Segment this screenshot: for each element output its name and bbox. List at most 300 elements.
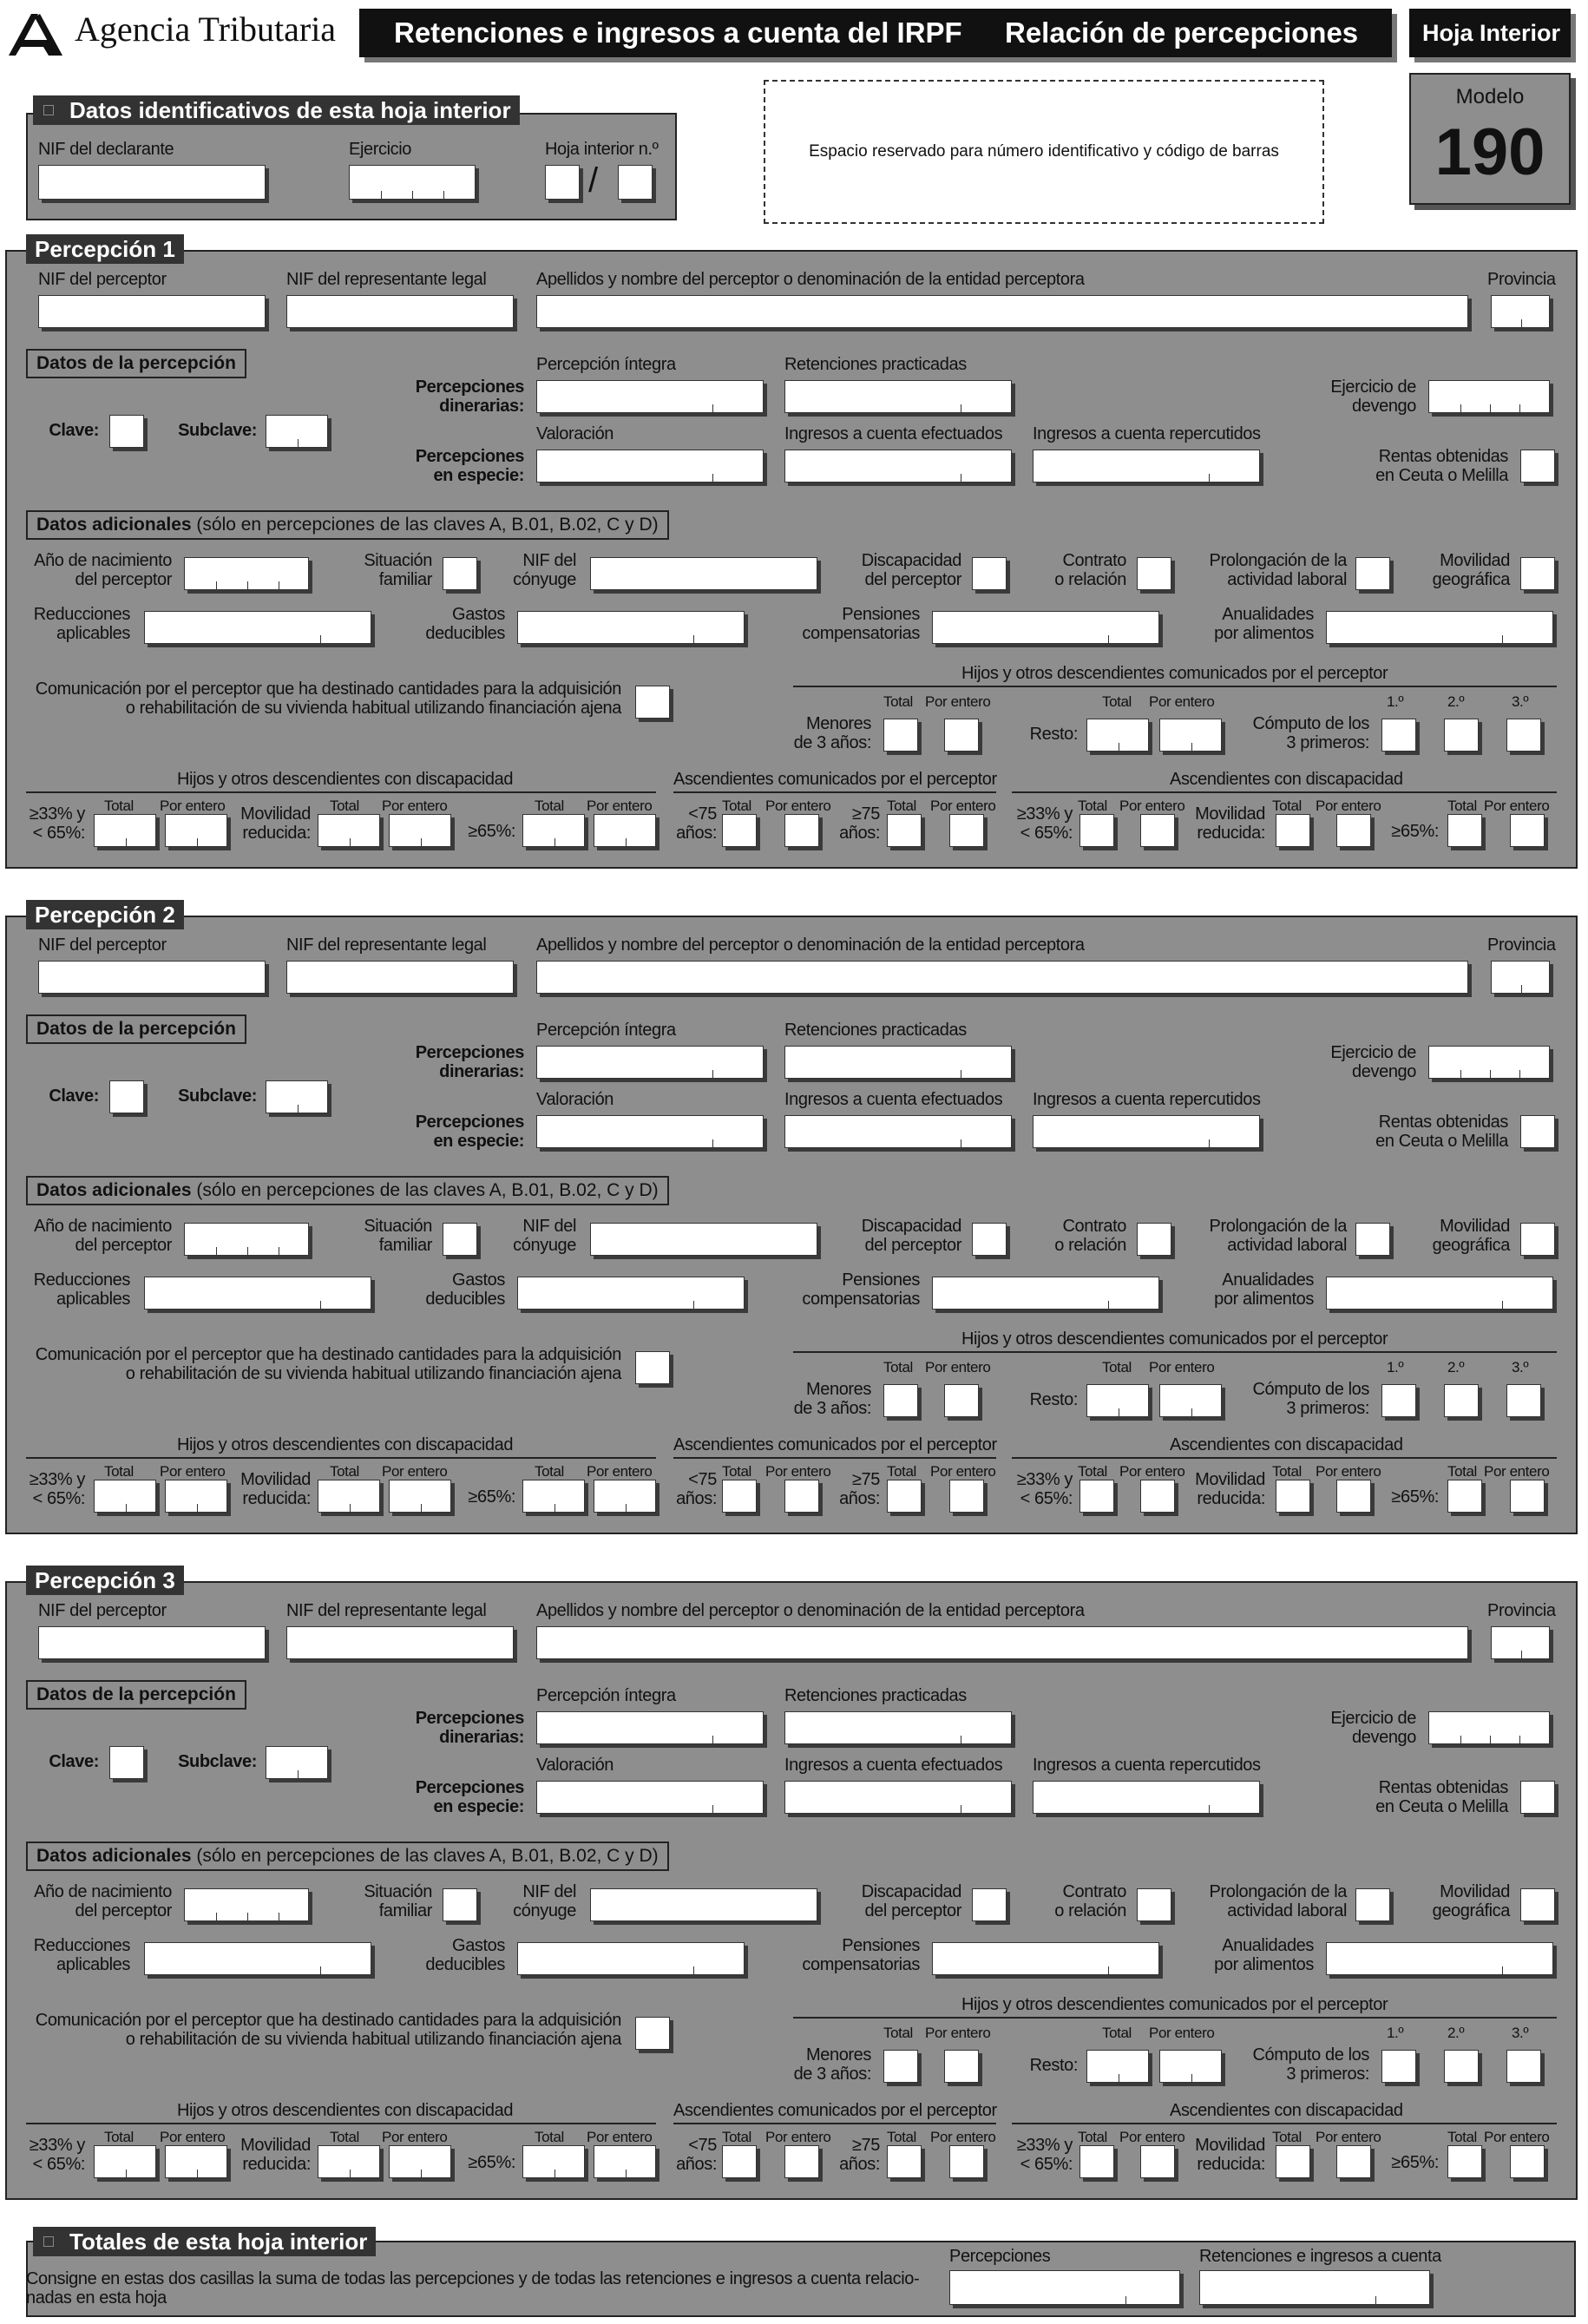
menores-label-2: de 3 años: [793,733,871,752]
ge33-label-1: ≥33% y [29,1470,85,1489]
menores-total-label: Total [883,1359,913,1375]
ad-ge33-total-field[interactable] [1079,1480,1114,1513]
apellidos-field[interactable] [536,1626,1468,1659]
retenciones-practicadas-field[interactable] [784,380,1012,413]
anio-nac-field[interactable] [184,557,309,590]
computo-third-field[interactable] [1506,2050,1541,2083]
computo-first-field[interactable] [1381,719,1416,752]
comunicacion-label-2: o rehabilitación de su vivienda habitual utilizando financiación ajena [125,1364,621,1383]
comunicacion-field[interactable] [635,1351,670,1384]
ad-mov-entero-label: Por entero [1316,798,1381,814]
second-label: 2.º [1447,2025,1465,2041]
dinerarias-label-1: Percepciones [415,1043,524,1062]
ad-ge33-label-2: < 65%: [1020,1489,1073,1508]
menores-entero-field[interactable] [944,719,979,752]
hd-mov-total-field[interactable] [318,2145,380,2178]
ge33-label-2: < 65%: [32,1489,85,1508]
ge33-label-2: < 65%: [32,824,85,843]
contrato-field[interactable] [1137,1223,1171,1256]
valoracion-field[interactable] [536,450,764,483]
ac-lt75-total-field[interactable] [722,1480,757,1513]
totales-percepciones-field[interactable] [949,2270,1180,2305]
menores-total-label: Total [883,693,913,710]
hd-mov-entero-label: Por entero [382,2129,448,2145]
provincia-field[interactable] [1491,295,1550,328]
ac-ge75-total-label: Total [887,2129,916,2145]
discapacidad-field[interactable] [972,1888,1007,1921]
resto-total-label: Total [1102,2025,1132,2041]
rentas-label-1: Rentas obtenidas [1378,1113,1508,1132]
hijos-disc-header: Hijos y otros descendientes con discapacidad [177,1435,514,1454]
contrato-label-2: o relación [1054,570,1126,589]
menores-entero-label: Por entero [925,1359,991,1375]
comunicacion-field[interactable] [635,686,670,719]
rentas-label-2: en Ceuta o Melilla [1375,1132,1508,1151]
reducciones-label-2: aplicables [56,1955,130,1974]
hd-ge65-total-label: Total [535,798,564,814]
gastos-label-1: Gastos [452,1936,505,1955]
ac-lt75-entero-field[interactable] [784,1480,819,1513]
anualidades-label-2: por alimentos [1214,1290,1314,1309]
ad-mov-total-field[interactable] [1276,814,1310,847]
pensiones-field[interactable] [932,1942,1159,1975]
rentas-field[interactable] [1520,450,1555,483]
ge33-label-1: ≥33% y [29,2136,85,2155]
clave-field[interactable] [109,1746,144,1779]
ejercicio-devengo-label-2: devengo [1352,1062,1416,1081]
ad-mov-entero-field[interactable] [1336,2145,1371,2178]
datos-adicionales-header [26,1841,669,1871]
percepcion-integra-field[interactable] [536,1046,764,1079]
gastos-field[interactable] [517,611,745,644]
reducciones-label-2: aplicables [56,624,130,643]
valoracion-label: Valoración [536,424,614,443]
retenciones-practicadas-field[interactable] [784,1711,1012,1744]
datos-percepcion-title: Datos de la percepción [36,353,236,373]
ingresos-repercutidos-label: Ingresos a cuenta repercutidos [1033,424,1261,443]
anualidades-field[interactable] [1326,1942,1553,1975]
ad-ge33-label-2: < 65%: [1020,824,1073,843]
provincia-label: Provincia [1487,936,1556,955]
dinerarias-label-1: Percepciones [415,377,524,397]
pensiones-label-1: Pensiones [842,1270,920,1290]
situacion-label-1: Situación [364,551,432,570]
anualidades-field[interactable] [1326,1277,1553,1310]
resto-total-field[interactable] [1086,2050,1149,2083]
menores-total-field[interactable] [883,2050,918,2083]
hd-ge65-entero-field[interactable] [594,1480,656,1513]
first-label: 1.º [1387,1359,1404,1375]
datos-adicionales-note: (sólo en percepciones de las claves A, B.01, B.02, C y D) [191,1180,659,1200]
nif-perceptor-label: NIF del perceptor [38,270,167,289]
retenciones-practicadas-field[interactable] [784,1046,1012,1079]
hd-ge33-entero-field[interactable] [165,2145,227,2178]
ac-ge75-total-field[interactable] [887,1480,922,1513]
hd-mov-entero-field[interactable] [389,814,451,847]
resto-label: Resto: [1029,1390,1078,1409]
ge75-label-2: años: [839,2155,880,2174]
second-label: 2.º [1447,693,1465,710]
computo-label-1: Cómputo de los [1252,2045,1369,2065]
ac-lt75-entero-label: Por entero [765,798,831,814]
ge75-label-1: ≥75 [851,1470,880,1489]
ad-movilidad-label-1: Movilidad [1195,1470,1265,1489]
lt75-label-1: <75 [688,804,717,824]
valoracion-field[interactable] [536,1781,764,1814]
movilidad-geo-field[interactable] [1520,557,1555,590]
ad-ge33-entero-field[interactable] [1140,814,1175,847]
ejercicio-field[interactable] [349,165,476,200]
pensiones-field[interactable] [932,611,1159,644]
resto-entero-label: Por entero [1149,693,1215,710]
hd-ge33-total-field[interactable] [94,2145,156,2178]
ac-ge75-total-field[interactable] [887,2145,922,2178]
dinerarias-label-2: dinerarias: [439,1062,524,1081]
ad-ge33-entero-label: Por entero [1119,1463,1185,1480]
hd-ge33-total-field[interactable] [94,1480,156,1513]
rentas-field[interactable] [1520,1115,1555,1148]
anualidades-field[interactable] [1326,611,1553,644]
ad-ge65-total-field[interactable] [1447,1480,1482,1513]
pensiones-field[interactable] [932,1277,1159,1310]
ac-lt75-entero-label: Por entero [765,1463,831,1480]
ad-ge33-entero-field[interactable] [1140,2145,1175,2178]
hd-ge33-total-field[interactable] [94,814,156,847]
ad-mov-entero-field[interactable] [1336,814,1371,847]
nif-conyuge-field[interactable] [590,1888,817,1921]
logo [5,5,335,61]
computo-third-field[interactable] [1506,1384,1541,1417]
third-label: 3.º [1512,2025,1529,2041]
menores-entero-field[interactable] [944,2050,979,2083]
especie-label-2: en especie: [433,1132,524,1151]
ad-ge33-total-label: Total [1078,1463,1107,1480]
provincia-field[interactable] [1491,1626,1550,1659]
gastos-label-1: Gastos [452,1270,505,1290]
ad-mov-total-field[interactable] [1276,2145,1310,2178]
ad-mov-entero-label: Por entero [1316,2129,1381,2145]
retenciones-practicadas-label: Retenciones practicadas [784,1021,967,1040]
asc-disc-header: Ascendientes con discapacidad [1170,2101,1403,2120]
ac-lt75-total-label: Total [722,798,751,814]
ad-ge65-total-field[interactable] [1447,814,1482,847]
clave-label: Clave: [49,1752,99,1771]
datos-percepcion-header [26,1680,246,1710]
ingresos-efectuados-label: Ingresos a cuenta efectuados [784,424,1003,443]
hd-ge33-entero-field[interactable] [165,1480,227,1513]
rentas-label-2: en Ceuta o Melilla [1375,466,1508,485]
situacion-label-1: Situación [364,1882,432,1901]
hd-mov-total-field[interactable] [318,814,380,847]
discapacidad-label-1: Discapacidad [861,1217,961,1236]
divider [793,2017,1557,2019]
nif-representante-field[interactable] [286,961,514,994]
hd-mov-total-label: Total [330,798,359,814]
ge65-label: ≥65%: [468,822,515,841]
nif-declarante-field[interactable] [38,165,266,200]
ge75-label-2: años: [839,1489,880,1508]
menores-total-field[interactable] [883,1384,918,1417]
divider [26,791,656,793]
apellidos-field[interactable] [536,295,1468,328]
datos-adicionales-title: Datos adicionales [36,515,192,535]
hoja-total-field[interactable] [618,165,653,200]
totales-text-2: nadas en esta hoja [26,2288,167,2308]
nif-representante-label: NIF del representante legal [286,1601,487,1620]
ingresos-repercutidos-field[interactable] [1033,450,1260,483]
barcode-text: Espacio reservado para número identificativo y código de barras [809,142,1279,161]
reducciones-label-1: Reducciones [33,1270,130,1290]
movilidad-geo-field[interactable] [1520,1888,1555,1921]
resto-entero-field[interactable] [1159,719,1222,752]
hoja-slash: / [588,161,599,200]
discapacidad-label-1: Discapacidad [861,551,961,570]
menores-entero-label: Por entero [925,2025,991,2041]
anio-nac-field[interactable] [184,1888,309,1921]
discapacidad-label-2: del perceptor [864,570,961,589]
nif-perceptor-field[interactable] [38,295,266,328]
rentas-field[interactable] [1520,1781,1555,1814]
rentas-label-1: Rentas obtenidas [1378,447,1508,466]
situacion-label-2: familiar [378,1901,432,1920]
pensiones-label-1: Pensiones [842,1936,920,1955]
agencia-tributaria-logo-icon [5,9,66,59]
ac-lt75-entero-field[interactable] [784,814,819,847]
modelo-box [1409,73,1571,205]
computo-label-2: 3 primeros: [1286,733,1369,752]
computo-label-1: Cómputo de los [1252,714,1369,733]
hd-mov-total-field[interactable] [318,1480,380,1513]
menores-total-field[interactable] [883,719,918,752]
hd-ge33-entero-field[interactable] [165,814,227,847]
hd-ge65-entero-field[interactable] [594,2145,656,2178]
reducciones-field[interactable] [144,1942,371,1975]
nif-conyuge-field[interactable] [590,1223,817,1256]
anio-nac-field[interactable] [184,1223,309,1256]
hd-mov-entero-field[interactable] [389,1480,451,1513]
ad-ge65-entero-field[interactable] [1510,2145,1545,2178]
datos-percepcion-title: Datos de la percepción [36,1019,236,1039]
resto-total-field[interactable] [1086,1384,1149,1417]
datos-adicionales-title: Datos adicionales [36,1180,192,1200]
divider [1012,791,1557,793]
ejercicio-devengo-label-1: Ejercicio de [1330,377,1416,397]
ac-ge75-entero-field[interactable] [949,814,984,847]
computo-first-field[interactable] [1381,1384,1416,1417]
subclave-field[interactable] [266,1080,328,1113]
contrato-field[interactable] [1137,1888,1171,1921]
movilidad-label-2: reducida: [242,2155,311,2174]
ad-movilidad-label-2: reducida: [1197,824,1265,843]
apellidos-field[interactable] [536,961,1468,994]
ad-ge33-entero-field[interactable] [1140,1480,1175,1513]
ingresos-repercutidos-field[interactable] [1033,1781,1260,1814]
comunicacion-field[interactable] [635,2017,670,2050]
subclave-field[interactable] [266,1746,328,1779]
asc-disc-header: Ascendientes con discapacidad [1170,770,1403,789]
ad-ge65-entero-field[interactable] [1510,1480,1545,1513]
hd-mov-entero-field[interactable] [389,2145,451,2178]
prolongacion-field[interactable] [1355,1888,1390,1921]
ac-ge75-entero-field[interactable] [949,2145,984,2178]
ingresos-repercutidos-field[interactable] [1033,1115,1260,1148]
totales-retenciones-field[interactable] [1199,2270,1430,2305]
ejercicio-devengo-label-1: Ejercicio de [1330,1043,1416,1062]
hd-ge65-entero-label: Por entero [587,798,653,814]
hd-ge33-total-label: Total [104,1463,134,1480]
nif-perceptor-field[interactable] [38,1626,266,1659]
clave-field[interactable] [109,1080,144,1113]
nif-representante-field[interactable] [286,1626,514,1659]
lt75-label-2: años: [676,824,717,843]
menores-label-1: Menores [805,1380,871,1399]
ad-ge33-entero-label: Por entero [1119,2129,1185,2145]
ac-lt75-total-field[interactable] [722,814,757,847]
hijos-disc-header: Hijos y otros descendientes con discapacidad [177,2101,514,2120]
ingresos-efectuados-field[interactable] [784,450,1012,483]
discapacidad-label-2: del perceptor [864,1236,961,1255]
hoja-interior-field[interactable] [545,165,580,200]
computo-first-field[interactable] [1381,2050,1416,2083]
prolongacion-field[interactable] [1355,557,1390,590]
hd-ge65-total-field[interactable] [522,814,585,847]
valoracion-label: Valoración [536,1090,614,1109]
situacion-field[interactable] [443,1888,477,1921]
reducciones-label-1: Reducciones [33,605,130,624]
nif-representante-field[interactable] [286,295,514,328]
reducciones-field[interactable] [144,611,371,644]
ad-mov-entero-field[interactable] [1336,1480,1371,1513]
ac-ge75-entero-field[interactable] [949,1480,984,1513]
ac-ge75-entero-label: Por entero [930,2129,996,2145]
ad-movilidad-label-2: reducida: [1197,1489,1265,1508]
ad-ge65-label: ≥65%: [1391,822,1439,841]
contrato-label-1: Contrato [1062,1217,1126,1236]
ac-lt75-entero-field[interactable] [784,2145,819,2178]
ingresos-efectuados-field[interactable] [784,1115,1012,1148]
ad-ge33-total-field[interactable] [1079,2145,1114,2178]
ad-mov-total-field[interactable] [1276,1480,1310,1513]
gastos-field[interactable] [517,1942,745,1975]
percepcion-integra-field[interactable] [536,1711,764,1744]
divider [1012,2123,1557,2124]
ejercicio-devengo-field[interactable] [1428,1711,1550,1744]
hd-ge65-entero-label: Por entero [587,2129,653,2145]
hd-ge65-total-field[interactable] [522,2145,585,2178]
situacion-field[interactable] [443,1223,477,1256]
comunicacion-label-1: Comunicación por el perceptor que ha destinado cantidades para la adquisición [35,1345,621,1364]
discapacidad-field[interactable] [972,557,1007,590]
first-label: 1.º [1387,693,1404,710]
gastos-label-2: deducibles [425,624,505,643]
datos-adicionales-header [26,1176,669,1205]
situacion-field[interactable] [443,557,477,590]
datos-percepcion-header [26,349,246,378]
especie-label-1: Percepciones [415,1113,524,1132]
ac-ge75-total-field[interactable] [887,814,922,847]
prolongacion-label-2: actividad laboral [1227,1901,1347,1920]
asc-com-header: Ascendientes comunicados por el perceptor [673,2101,997,2120]
prolongacion-label-1: Prolongación de la [1209,551,1347,570]
situacion-label-2: familiar [378,1236,432,1255]
reducciones-field[interactable] [144,1277,371,1310]
ac-ge75-total-label: Total [887,798,916,814]
ejercicio-devengo-label-1: Ejercicio de [1330,1709,1416,1728]
first-label: 1.º [1387,2025,1404,2041]
sheet-badge [1409,9,1571,57]
ge65-label: ≥65%: [468,2153,515,2172]
resto-entero-field[interactable] [1159,1384,1222,1417]
contrato-field[interactable] [1137,557,1171,590]
nif-conyuge-field[interactable] [590,557,817,590]
computo-second-field[interactable] [1444,2050,1479,2083]
anio-nac-label-2: del perceptor [75,1901,172,1920]
divider [26,1457,656,1459]
hd-ge65-entero-field[interactable] [594,814,656,847]
ejercicio-devengo-field[interactable] [1428,380,1550,413]
provincia-field[interactable] [1491,961,1550,994]
prolongacion-field[interactable] [1355,1223,1390,1256]
ejercicio-devengo-field[interactable] [1428,1046,1550,1079]
nif-conyuge-label-2: cónyuge [513,570,576,589]
ad-ge33-total-label: Total [1078,798,1107,814]
menores-entero-field[interactable] [944,1384,979,1417]
pensiones-label-1: Pensiones [842,605,920,624]
totales-title-marker [43,2236,54,2247]
computo-second-field[interactable] [1444,1384,1479,1417]
resto-total-field[interactable] [1086,719,1149,752]
movilidad-geo-label-2: geográfica [1432,570,1510,589]
ac-lt75-total-field[interactable] [722,2145,757,2178]
apellidos-label: Apellidos y nombre del perceptor o denominación de la entidad perceptora [536,270,1085,289]
nif-conyuge-label-2: cónyuge [513,1236,576,1255]
hd-mov-total-label: Total [330,1463,359,1480]
valoracion-field[interactable] [536,1115,764,1148]
computo-second-field[interactable] [1444,719,1479,752]
ad-movilidad-label-1: Movilidad [1195,2136,1265,2155]
ad-ge65-total-label: Total [1447,2129,1477,2145]
reducciones-label-2: aplicables [56,1290,130,1309]
ingresos-efectuados-field[interactable] [784,1781,1012,1814]
computo-third-field[interactable] [1506,719,1541,752]
ejercicio-label: Ejercicio [349,140,411,159]
ad-ge33-total-field[interactable] [1079,814,1114,847]
percepcion-integra-field[interactable] [536,380,764,413]
discapacidad-field[interactable] [972,1223,1007,1256]
datos-adicionales-header [26,510,669,540]
menores-label-1: Menores [805,2045,871,2065]
ad-ge65-total-field[interactable] [1447,2145,1482,2178]
subclave-field[interactable] [266,415,328,448]
nif-perceptor-field[interactable] [38,961,266,994]
nif-conyuge-label-1: NIF del [522,1217,576,1236]
resto-entero-field[interactable] [1159,2050,1222,2083]
ejercicio-devengo-label-2: devengo [1352,397,1416,416]
ad-ge65-entero-field[interactable] [1510,814,1545,847]
hd-mov-entero-label: Por entero [382,798,448,814]
pensiones-label-2: compensatorias [802,1955,920,1974]
menores-label-2: de 3 años: [793,2065,871,2084]
third-label: 3.º [1512,1359,1529,1375]
ad-ge65-total-label: Total [1447,798,1477,814]
pensiones-label-2: compensatorias [802,624,920,643]
clave-field[interactable] [109,415,144,448]
menores-total-label: Total [883,2025,913,2041]
gastos-field[interactable] [517,1277,745,1310]
ac-lt75-total-label: Total [722,2129,751,2145]
hd-ge65-total-field[interactable] [522,1480,585,1513]
movilidad-geo-field[interactable] [1520,1223,1555,1256]
